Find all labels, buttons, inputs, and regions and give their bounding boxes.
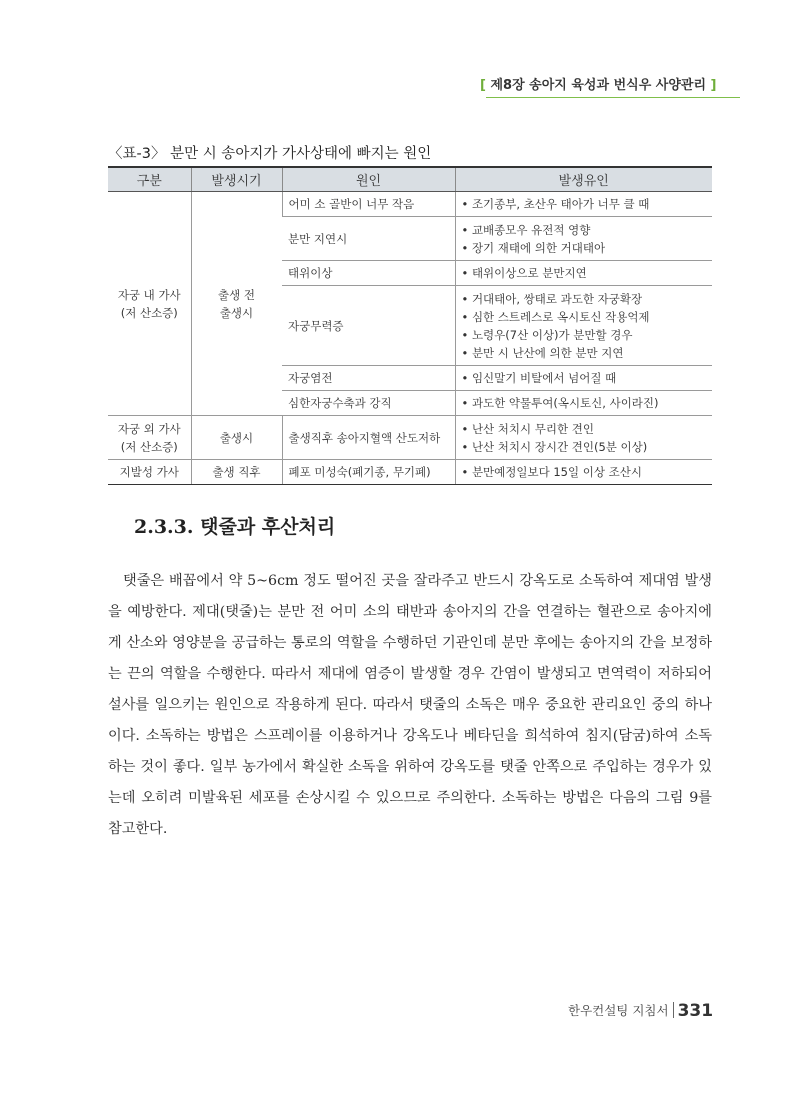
book-title: 한우컨설팅 지침서 (568, 1003, 669, 1018)
factor-cell: • 거대태아, 쌍태로 과도한 자궁확장 • 심한 스트레스로 옥시토신 작용억제 • 노령우(7산 이상)가 분만할 경우 • 분만 시 난산에 의한 분만 지연 (455, 286, 712, 366)
chapter-title: 제8장 송아지 육성과 번식우 사양관리 (490, 78, 707, 93)
cause-cell: 자궁염전 (282, 366, 455, 391)
factor-cell: • 교배종모우 유전적 영향 • 장기 재태에 의한 거대태아 (455, 217, 712, 261)
factor-cell: • 과도한 약물투여(옥시토신, 사이라진) (455, 391, 712, 416)
header-bracket-open: [ (480, 78, 486, 93)
cause-cell: 어미 소 골반이 너무 작음 (282, 192, 455, 217)
cause-cell: 출생직후 송아지혈액 산도저하 (282, 416, 455, 460)
column-header: 발생유인 (455, 167, 712, 192)
table-row (108, 460, 712, 485)
column-header: 원인 (282, 167, 455, 192)
page-number: 331 (677, 1001, 714, 1021)
category-cell: 자궁 외 가사 (저 산소증) (108, 416, 191, 460)
section-title: 2.3.3. 탯줄과 후산처리 (134, 516, 336, 538)
table-header-row (108, 167, 712, 192)
table-row (108, 416, 712, 460)
timing-cell: 출생 직후 (191, 460, 282, 485)
factor-cell: • 조기종부, 초산우 태아가 너무 클 때 (455, 192, 712, 217)
factor-cell: • 태위이상으로 분만지연 (455, 261, 712, 286)
cause-cell: 폐포 미성숙(폐기종, 무기폐) (282, 460, 455, 485)
header-bracket-close: ] (710, 78, 717, 93)
timing-cell: 출생 전 출생시 (191, 192, 282, 416)
cause-cell: 태위이상 (282, 261, 455, 286)
footer-divider (673, 1002, 674, 1018)
cause-cell: 심한자궁수축과 강직 (282, 391, 455, 416)
column-header: 발생시기 (191, 167, 282, 192)
header-rule (486, 97, 740, 98)
category-cell: 자궁 내 가사 (저 산소증) (108, 192, 191, 416)
timing-cell: 출생시 (191, 416, 282, 460)
page-footer (568, 1001, 713, 1021)
cause-cell: 자궁무력증 (282, 286, 455, 366)
factor-cell: • 난산 처치시 무리한 견인 • 난산 처치시 장시간 견인(5분 이상) (455, 416, 712, 460)
chapter-header (480, 74, 740, 93)
factor-cell: • 임신말기 비탈에서 넘어질 때 (455, 366, 712, 391)
factor-cell: • 분만예정일보다 15일 이상 조산시 (455, 460, 712, 485)
causes-table (108, 166, 712, 485)
cause-cell: 분만 지연시 (282, 217, 455, 261)
body-paragraph: 탯줄은 배꼽에서 약 5~6cm 정도 떨어진 곳을 잘라주고 반드시 강옥도로 소독하여 제대염 발생을 예방한다. 제대(탯줄)는 분만 전 어미 소의 태반과 송아지의 간을 연결하는 혈관으로 송아지에게 산소와 영양분을 공급하는 통로의 역할을 수행하던 기관인데 분만 후에는 송아지의 간을 보정하는 끈의 역할을 수행한다. 따라서 제대에 염증이 발생할 경우 간염이 발생되고 면역력이 저하되어 설사를 일으키는 원인으로 작용하게 된다. 따라서 탯줄의 소독은 매우 중요한 관리요인 중의 하나이다. 소독하는 방법은 스프레이를 이용하거나 강옥도나 베타딘을 희석하여 침지(담굼)하여 소독하는 것이 좋다. 일부 농가에서 확실한 소독을 위하여 강옥도를 탯줄 안쪽으로 주입하는 경우가 있는데 오히려 미발육된 세포를 손상시킬 수 있으므로 주의한다. 소독하는 방법은 다음의 그림 9를 참고한다. (108, 573, 712, 837)
table-row (108, 192, 712, 217)
category-cell: 지발성 가사 (108, 460, 191, 485)
table-caption: 〈표-3〉 분만 시 송아지가 가사상태에 빠지는 원인 (108, 146, 432, 162)
column-header: 구분 (108, 167, 191, 192)
